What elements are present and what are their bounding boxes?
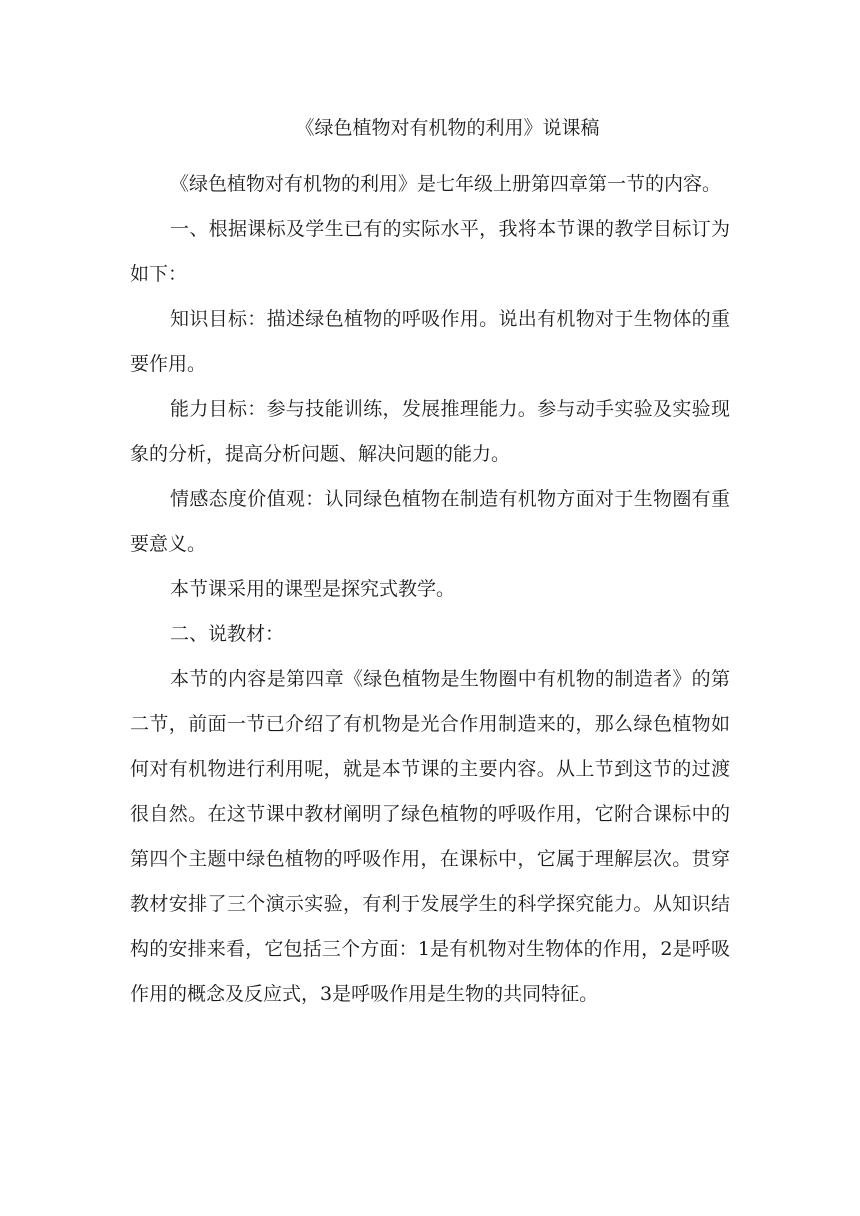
paragraph-attitude-goal: 情感态度价值观：认同绿色植物在制造有机物方面对于生物圈有重要意义。 [130, 488, 730, 555]
document-title: 《绿色植物对有机物的利用》说课稿 [295, 117, 600, 139]
paragraph-lesson-type: 本节课采用的课型是探究式教学。 [170, 578, 456, 600]
paragraph-ability-goal: 能力目标：参与技能训练，发展推理能力。参与动手实验及实验现象的分析，提高分析问题、解决问题的能力。 [130, 398, 730, 465]
paragraph-goals-heading: 一、根据课标及学生已有的实际水平，我将本节课的教学目标订为如下： [130, 218, 730, 285]
document-body [130, 106, 730, 1017]
paragraph-textbook-heading: 二、说教材： [170, 623, 285, 645]
paragraph-intro: 《绿色植物对有机物的利用》是七年级上册第四章第一节的内容。 [170, 173, 722, 195]
paragraph-textbook-analysis: 本节的内容是第四章《绿色植物是生物圈中有机物的制造者》的第二节，前面一节已介绍了有机物是光合作用制造来的，那么绿色植物如何对有机物进行利用呢，就是本节课的主要内容。从上节到这节的过渡很自然。在这节课中教材阐明了绿色植物的呼吸作用，它附合课标中的第四个主题中绿色植物的呼吸作用，在课标中，它属于理解层次。贯穿教材安排了三个演示实验，有利于发展学生的科学探究能力。从知识结构的安排来看，它包括三个方面：1是有机物对生物体的作用，2是呼吸作用的概念及反应式，3是呼吸作用是生物的共同特征。 [130, 668, 730, 1005]
paragraph-knowledge-goal: 知识目标：描述绿色植物的呼吸作用。说出有机物对于生物体的重要作用。 [130, 308, 730, 375]
